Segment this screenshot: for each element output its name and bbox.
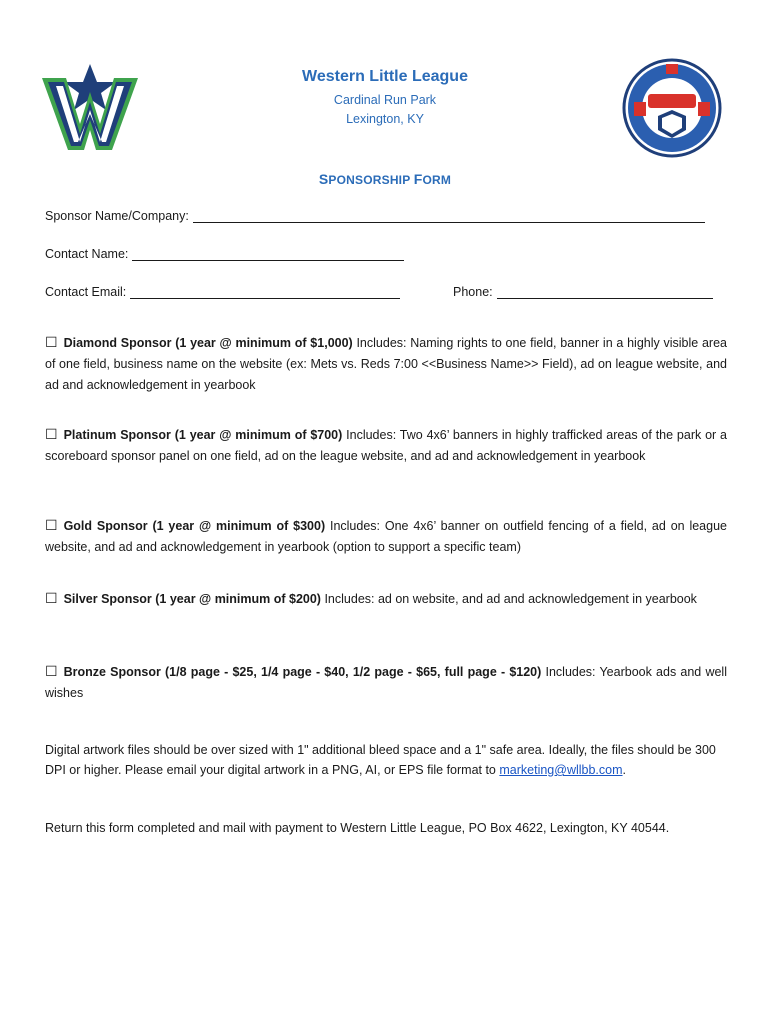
contact-email-input[interactable] [130, 286, 400, 299]
contact-name-input[interactable] [132, 248, 404, 261]
little-league-seal [620, 56, 724, 160]
phone-label: Phone: [453, 285, 493, 299]
tier-title: Bronze Sponsor (1/8 page - $25, 1/4 page - $40, 1/2 page - $65, full page - $120) [63, 665, 542, 679]
tier-desc: Includes: Yearbook ads and well wishes [45, 665, 727, 700]
artwork-note-text: Digital artwork files should be over sized with 1" additional bleed space and a 1" safe area. Ideally, the files should be 300 DPI or higher. Please email your digital artwork in a PNG, AI, or EPS file format to [45, 743, 716, 777]
email-tail: . [622, 763, 627, 777]
letterhead [235, 68, 535, 129]
form-title: SPONSORSHIP FORM [318, 171, 452, 187]
city-state: Lexington, KY [346, 112, 424, 126]
tier-desc: Includes: ad on website, and ad and acknowledgement in yearbook [320, 592, 697, 606]
bronze-checkbox[interactable]: ☐ [45, 664, 58, 680]
contact-name-label: Contact Name: [45, 247, 129, 261]
diamond-checkbox[interactable]: ☐ [45, 335, 58, 351]
sponsor-name-input[interactable] [193, 210, 705, 223]
contact-email-field [45, 285, 400, 299]
tier-platinum [45, 425, 727, 467]
tier-silver [45, 589, 727, 610]
tier-desc: Includes: Two 4x6’ banners in highly trafficked areas of the park or a scoreboard sponsor panel on one field, ad on the league website, and ad and acknowledgement in yearbook [45, 428, 727, 463]
contact-email-label: Contact Email: [45, 285, 127, 299]
park-name: Cardinal Run Park [333, 93, 437, 107]
tier-desc: Includes: Naming rights to one field, banner in a highly visible area of one field, business name on the website (ex: Mets vs. Reds 7:00 <<Business Name>> Field), ad on league website, and ad and acknowledgement in yearbook [45, 336, 728, 392]
silver-checkbox[interactable]: ☐ [45, 591, 58, 607]
phone-field [453, 285, 713, 299]
sponsor-name-label: Sponsor Name/Company: [45, 209, 189, 223]
return-note: Return this form completed and mail with payment to Western Little League, PO Box 4622, Lexington, KY 40544. [45, 821, 670, 835]
tier-title: Diamond Sponsor (1 year @ minimum of $1,000) [63, 336, 353, 350]
platinum-checkbox[interactable]: ☐ [45, 427, 58, 443]
phone-input[interactable] [497, 286, 713, 299]
contact-name-field [45, 247, 404, 261]
western-ll-logo [40, 62, 140, 154]
tier-title: Silver Sponsor (1 year @ minimum of $200) [63, 592, 321, 606]
tier-bronze [45, 662, 727, 704]
org-name: Western Little League [302, 68, 468, 85]
tier-diamond [45, 333, 727, 396]
artwork-note [45, 740, 727, 780]
tier-gold [45, 516, 727, 558]
gold-checkbox[interactable]: ☐ [45, 518, 58, 534]
tier-title: Platinum Sponsor (1 year @ minimum of $700) [63, 428, 343, 442]
marketing-email-link[interactable]: marketing@wllbb.com [499, 763, 623, 777]
tier-desc: Includes: One 4x6’ banner on outfield fencing of a field, ad on league website, and ad and acknowledgement in yearbook (option to support a specific team) [45, 519, 727, 554]
tier-title: Gold Sponsor (1 year @ minimum of $300) [63, 519, 326, 533]
sponsor-name-field [45, 209, 705, 223]
